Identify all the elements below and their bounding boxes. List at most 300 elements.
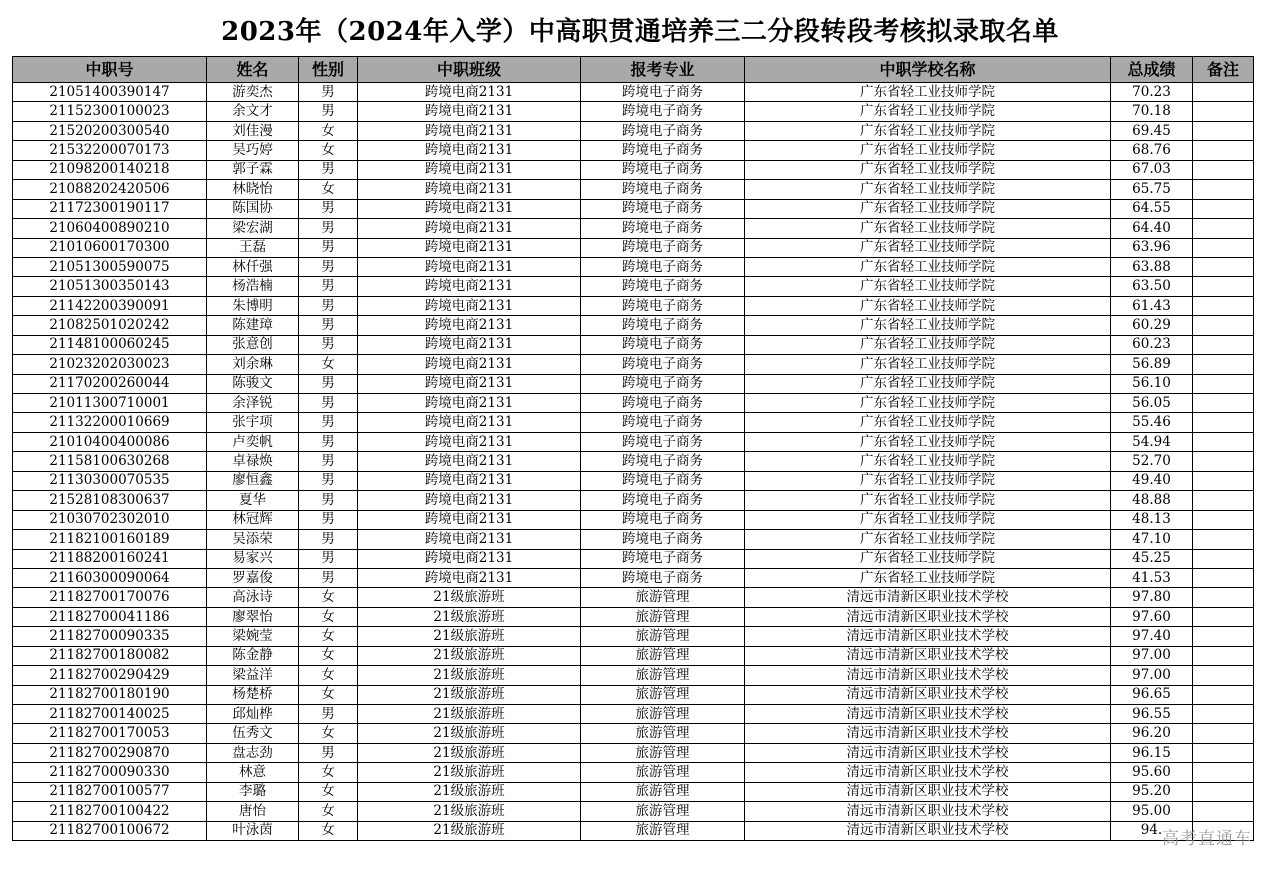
- cell-major: 跨境电子商务: [581, 374, 745, 393]
- cell-school: 清远市清新区职业技术学校: [745, 627, 1111, 646]
- table-row: [13, 666, 1254, 685]
- cell-school: 广东省轻工业技师学院: [745, 238, 1111, 257]
- cell-class: 跨境电商2131: [358, 549, 581, 568]
- cell-class: 21级旅游班: [358, 588, 581, 607]
- cell-student-id: 21182700100672: [13, 821, 207, 840]
- cell-major: 跨境电子商务: [581, 316, 745, 335]
- cell-remarks: [1193, 627, 1254, 646]
- cell-major: 跨境电子商务: [581, 257, 745, 276]
- cell-school: 广东省轻工业技师学院: [745, 121, 1111, 140]
- cell-school: 广东省轻工业技师学院: [745, 316, 1111, 335]
- cell-name: 杨浩楠: [207, 277, 299, 296]
- table-row: [13, 141, 1254, 160]
- table-row: [13, 588, 1254, 607]
- cell-remarks: [1193, 257, 1254, 276]
- cell-student-id: 21160300090064: [13, 568, 207, 587]
- cell-total-score: 41.53: [1111, 568, 1193, 587]
- cell-name: 余泽锐: [207, 394, 299, 413]
- cell-student-id: 21182700090335: [13, 627, 207, 646]
- table-row: [13, 413, 1254, 432]
- cell-remarks: [1193, 219, 1254, 238]
- cell-class: 21级旅游班: [358, 763, 581, 782]
- table-row: [13, 355, 1254, 374]
- cell-school: 广东省轻工业技师学院: [745, 549, 1111, 568]
- cell-class: 21级旅游班: [358, 743, 581, 762]
- cell-class: 跨境电商2131: [358, 180, 581, 199]
- cell-student-id: 21060400890210: [13, 219, 207, 238]
- cell-total-score: 60.29: [1111, 316, 1193, 335]
- header-major: 报考专业: [581, 57, 745, 83]
- cell-student-id: 21051400390147: [13, 83, 207, 102]
- cell-total-score: 64.55: [1111, 199, 1193, 218]
- cell-major: 跨境电子商务: [581, 121, 745, 140]
- cell-remarks: [1193, 471, 1254, 490]
- cell-name: 林意: [207, 763, 299, 782]
- cell-name: 杨楚桥: [207, 685, 299, 704]
- cell-school: 清远市清新区职业技术学校: [745, 685, 1111, 704]
- cell-major: 跨境电子商务: [581, 141, 745, 160]
- cell-student-id: 21182700180082: [13, 646, 207, 665]
- cell-name: 郭子霖: [207, 160, 299, 179]
- cell-gender: 男: [299, 83, 358, 102]
- cell-remarks: [1193, 491, 1254, 510]
- cell-school: 广东省轻工业技师学院: [745, 257, 1111, 276]
- cell-name: 刘余琳: [207, 355, 299, 374]
- cell-total-score: 45.25: [1111, 549, 1193, 568]
- cell-student-id: 21182700290870: [13, 743, 207, 762]
- cell-total-score: 96.65: [1111, 685, 1193, 704]
- cell-student-id: 21142200390091: [13, 296, 207, 315]
- cell-name: 余文才: [207, 102, 299, 121]
- table-row: [13, 219, 1254, 238]
- cell-school: 清远市清新区职业技术学校: [745, 724, 1111, 743]
- cell-school: 广东省轻工业技师学院: [745, 374, 1111, 393]
- cell-major: 跨境电子商务: [581, 238, 745, 257]
- cell-school: 清远市清新区职业技术学校: [745, 646, 1111, 665]
- table-row: [13, 763, 1254, 782]
- cell-total-score: 56.89: [1111, 355, 1193, 374]
- cell-class: 跨境电商2131: [358, 296, 581, 315]
- cell-gender: 男: [299, 530, 358, 549]
- cell-major: 旅游管理: [581, 724, 745, 743]
- cell-gender: 男: [299, 705, 358, 724]
- cell-class: 21级旅游班: [358, 627, 581, 646]
- table-row: [13, 335, 1254, 354]
- cell-remarks: [1193, 121, 1254, 140]
- table-row: [13, 627, 1254, 646]
- cell-class: 跨境电商2131: [358, 491, 581, 510]
- table-row: [13, 296, 1254, 315]
- cell-class: 21级旅游班: [358, 782, 581, 801]
- cell-school: 清远市清新区职业技术学校: [745, 588, 1111, 607]
- cell-class: 21级旅游班: [358, 685, 581, 704]
- cell-remarks: [1193, 374, 1254, 393]
- cell-total-score: 56.10: [1111, 374, 1193, 393]
- cell-school: 清远市清新区职业技术学校: [745, 607, 1111, 626]
- cell-name: 陈国协: [207, 199, 299, 218]
- cell-school: 广东省轻工业技师学院: [745, 180, 1111, 199]
- table-row: [13, 510, 1254, 529]
- cell-student-id: 21148100060245: [13, 335, 207, 354]
- cell-total-score: 95.60: [1111, 763, 1193, 782]
- cell-major: 旅游管理: [581, 802, 745, 821]
- table-row: [13, 743, 1254, 762]
- cell-class: 跨境电商2131: [358, 102, 581, 121]
- table-row: [13, 160, 1254, 179]
- cell-class: 跨境电商2131: [358, 335, 581, 354]
- cell-total-score: 97.00: [1111, 666, 1193, 685]
- cell-school: 清远市清新区职业技术学校: [745, 802, 1111, 821]
- cell-name: 朱博明: [207, 296, 299, 315]
- cell-remarks: [1193, 413, 1254, 432]
- cell-remarks: [1193, 685, 1254, 704]
- cell-remarks: [1193, 549, 1254, 568]
- cell-major: 跨境电子商务: [581, 471, 745, 490]
- cell-gender: 女: [299, 141, 358, 160]
- cell-gender: 男: [299, 743, 358, 762]
- cell-remarks: [1193, 335, 1254, 354]
- cell-school: 清远市清新区职业技术学校: [745, 821, 1111, 840]
- table-row: [13, 471, 1254, 490]
- cell-gender: 女: [299, 588, 358, 607]
- cell-remarks: [1193, 510, 1254, 529]
- cell-gender: 女: [299, 355, 358, 374]
- cell-total-score: 48.88: [1111, 491, 1193, 510]
- cell-major: 跨境电子商务: [581, 452, 745, 471]
- header-school: 中职学校名称: [745, 57, 1111, 83]
- cell-total-score: 96.55: [1111, 705, 1193, 724]
- cell-total-score: 56.05: [1111, 394, 1193, 413]
- cell-class: 跨境电商2131: [358, 316, 581, 335]
- table-row: [13, 102, 1254, 121]
- cell-total-score: 96.15: [1111, 743, 1193, 762]
- cell-name: 梁益洋: [207, 666, 299, 685]
- cell-name: 罗嘉俊: [207, 568, 299, 587]
- cell-remarks: [1193, 277, 1254, 296]
- cell-school: 清远市清新区职业技术学校: [745, 666, 1111, 685]
- cell-gender: 男: [299, 335, 358, 354]
- cell-school: 广东省轻工业技师学院: [745, 335, 1111, 354]
- cell-school: 清远市清新区职业技术学校: [745, 763, 1111, 782]
- table-row: [13, 782, 1254, 801]
- cell-gender: 男: [299, 374, 358, 393]
- cell-student-id: 21051300590075: [13, 257, 207, 276]
- table-row: [13, 491, 1254, 510]
- cell-gender: 女: [299, 821, 358, 840]
- cell-class: 21级旅游班: [358, 646, 581, 665]
- cell-class: 跨境电商2131: [358, 83, 581, 102]
- cell-class: 跨境电商2131: [358, 355, 581, 374]
- cell-remarks: [1193, 316, 1254, 335]
- cell-total-score: 97.80: [1111, 588, 1193, 607]
- cell-gender: 男: [299, 238, 358, 257]
- cell-student-id: 21182100160189: [13, 530, 207, 549]
- cell-total-score: 47.10: [1111, 530, 1193, 549]
- cell-gender: 男: [299, 296, 358, 315]
- table-header-row: [13, 57, 1254, 83]
- cell-class: 跨境电商2131: [358, 257, 581, 276]
- table-row: [13, 549, 1254, 568]
- cell-total-score: 96.20: [1111, 724, 1193, 743]
- cell-major: 跨境电子商务: [581, 530, 745, 549]
- cell-name: 廖翠怡: [207, 607, 299, 626]
- cell-remarks: [1193, 238, 1254, 257]
- cell-major: 跨境电子商务: [581, 355, 745, 374]
- cell-school: 广东省轻工业技师学院: [745, 219, 1111, 238]
- cell-name: 梁宏湖: [207, 219, 299, 238]
- cell-class: 跨境电商2131: [358, 394, 581, 413]
- cell-total-score: 49.40: [1111, 471, 1193, 490]
- cell-name: 盘志劲: [207, 743, 299, 762]
- cell-remarks: [1193, 568, 1254, 587]
- cell-gender: 女: [299, 627, 358, 646]
- cell-remarks: [1193, 141, 1254, 160]
- cell-name: 刘佳漫: [207, 121, 299, 140]
- cell-class: 跨境电商2131: [358, 568, 581, 587]
- cell-major: 跨境电子商务: [581, 568, 745, 587]
- header-total-score: 总成绩: [1111, 57, 1193, 83]
- cell-school: 广东省轻工业技师学院: [745, 277, 1111, 296]
- cell-school: 广东省轻工业技师学院: [745, 491, 1111, 510]
- cell-major: 旅游管理: [581, 646, 745, 665]
- cell-class: 跨境电商2131: [358, 219, 581, 238]
- cell-student-id: 21182700100422: [13, 802, 207, 821]
- cell-student-id: 21182700090330: [13, 763, 207, 782]
- header-gender: 性别: [299, 57, 358, 83]
- cell-student-id: 21182700100577: [13, 782, 207, 801]
- cell-school: 清远市清新区职业技术学校: [745, 782, 1111, 801]
- cell-gender: 男: [299, 316, 358, 335]
- table-row: [13, 802, 1254, 821]
- cell-gender: 男: [299, 257, 358, 276]
- cell-total-score: 70.18: [1111, 102, 1193, 121]
- cell-name: 林仟强: [207, 257, 299, 276]
- cell-gender: 女: [299, 180, 358, 199]
- cell-class: 21级旅游班: [358, 666, 581, 685]
- table-row: [13, 374, 1254, 393]
- cell-gender: 男: [299, 394, 358, 413]
- cell-major: 跨境电子商务: [581, 413, 745, 432]
- cell-total-score: 97.40: [1111, 627, 1193, 646]
- cell-major: 旅游管理: [581, 821, 745, 840]
- cell-gender: 女: [299, 763, 358, 782]
- cell-school: 广东省轻工业技师学院: [745, 510, 1111, 529]
- cell-remarks: [1193, 588, 1254, 607]
- cell-remarks: [1193, 83, 1254, 102]
- cell-class: 跨境电商2131: [358, 121, 581, 140]
- cell-student-id: 21532200070173: [13, 141, 207, 160]
- cell-major: 旅游管理: [581, 763, 745, 782]
- table-row: [13, 705, 1254, 724]
- cell-total-score: 67.03: [1111, 160, 1193, 179]
- cell-total-score: 94.: [1111, 821, 1193, 840]
- cell-school: 广东省轻工业技师学院: [745, 355, 1111, 374]
- cell-major: 跨境电子商务: [581, 160, 745, 179]
- table-row: [13, 257, 1254, 276]
- table-row: [13, 199, 1254, 218]
- cell-total-score: 48.13: [1111, 510, 1193, 529]
- cell-name: 夏华: [207, 491, 299, 510]
- cell-total-score: 64.40: [1111, 219, 1193, 238]
- cell-remarks: [1193, 160, 1254, 179]
- cell-gender: 女: [299, 666, 358, 685]
- cell-remarks: [1193, 199, 1254, 218]
- cell-name: 林冠辉: [207, 510, 299, 529]
- cell-class: 跨境电商2131: [358, 160, 581, 179]
- cell-gender: 女: [299, 607, 358, 626]
- cell-gender: 男: [299, 471, 358, 490]
- cell-remarks: [1193, 666, 1254, 685]
- cell-remarks: [1193, 763, 1254, 782]
- cell-name: 廖恒鑫: [207, 471, 299, 490]
- table-body: [13, 83, 1254, 841]
- cell-major: 旅游管理: [581, 782, 745, 801]
- header-student-id: 中职号: [13, 57, 207, 83]
- table-row: [13, 685, 1254, 704]
- cell-major: 跨境电子商务: [581, 296, 745, 315]
- cell-major: 跨境电子商务: [581, 219, 745, 238]
- cell-major: 跨境电子商务: [581, 83, 745, 102]
- cell-class: 跨境电商2131: [358, 530, 581, 549]
- cell-gender: 女: [299, 724, 358, 743]
- cell-student-id: 21182700041186: [13, 607, 207, 626]
- cell-major: 旅游管理: [581, 666, 745, 685]
- table-row: [13, 277, 1254, 296]
- cell-total-score: 70.23: [1111, 83, 1193, 102]
- cell-school: 清远市清新区职业技术学校: [745, 705, 1111, 724]
- cell-school: 广东省轻工业技师学院: [745, 471, 1111, 490]
- cell-gender: 女: [299, 646, 358, 665]
- cell-major: 旅游管理: [581, 588, 745, 607]
- cell-student-id: 21030702302010: [13, 510, 207, 529]
- cell-name: 陈金静: [207, 646, 299, 665]
- table-row: [13, 238, 1254, 257]
- cell-major: 跨境电子商务: [581, 394, 745, 413]
- cell-remarks: [1193, 743, 1254, 762]
- cell-gender: 男: [299, 568, 358, 587]
- cell-student-id: 21132200010669: [13, 413, 207, 432]
- table-row: [13, 432, 1254, 451]
- cell-student-id: 21011300710001: [13, 394, 207, 413]
- cell-gender: 男: [299, 549, 358, 568]
- cell-total-score: 63.50: [1111, 277, 1193, 296]
- cell-student-id: 21182700170076: [13, 588, 207, 607]
- cell-major: 旅游管理: [581, 607, 745, 626]
- cell-total-score: 97.00: [1111, 646, 1193, 665]
- cell-name: 卓禄焕: [207, 452, 299, 471]
- cell-student-id: 21051300350143: [13, 277, 207, 296]
- cell-remarks: [1193, 452, 1254, 471]
- table-row: [13, 121, 1254, 140]
- cell-remarks: [1193, 102, 1254, 121]
- cell-name: 陈建璋: [207, 316, 299, 335]
- cell-class: 跨境电商2131: [358, 238, 581, 257]
- table-row: [13, 646, 1254, 665]
- cell-class: 跨境电商2131: [358, 452, 581, 471]
- cell-total-score: 63.88: [1111, 257, 1193, 276]
- cell-total-score: 63.96: [1111, 238, 1193, 257]
- cell-name: 卢奕帆: [207, 432, 299, 451]
- cell-name: 王磊: [207, 238, 299, 257]
- cell-total-score: 60.23: [1111, 335, 1193, 354]
- cell-name: 易家兴: [207, 549, 299, 568]
- cell-school: 广东省轻工业技师学院: [745, 568, 1111, 587]
- cell-student-id: 21023202030023: [13, 355, 207, 374]
- admission-table: [12, 56, 1254, 841]
- cell-school: 广东省轻工业技师学院: [745, 413, 1111, 432]
- table-row: [13, 452, 1254, 471]
- cell-name: 张意创: [207, 335, 299, 354]
- cell-major: 跨境电子商务: [581, 277, 745, 296]
- cell-remarks: [1193, 724, 1254, 743]
- cell-major: 跨境电子商务: [581, 335, 745, 354]
- cell-remarks: [1193, 394, 1254, 413]
- cell-major: 跨境电子商务: [581, 549, 745, 568]
- cell-total-score: 97.60: [1111, 607, 1193, 626]
- cell-gender: 男: [299, 452, 358, 471]
- cell-gender: 男: [299, 491, 358, 510]
- cell-class: 跨境电商2131: [358, 199, 581, 218]
- cell-student-id: 21010400400086: [13, 432, 207, 451]
- watermark: 高考直通车: [1162, 829, 1252, 849]
- cell-total-score: 55.46: [1111, 413, 1193, 432]
- cell-remarks: [1193, 646, 1254, 665]
- header-name: 姓名: [207, 57, 299, 83]
- cell-class: 21级旅游班: [358, 724, 581, 743]
- cell-student-id: 21088202420506: [13, 180, 207, 199]
- cell-major: 跨境电子商务: [581, 510, 745, 529]
- cell-gender: 男: [299, 199, 358, 218]
- cell-school: 广东省轻工业技师学院: [745, 141, 1111, 160]
- cell-gender: 男: [299, 219, 358, 238]
- cell-gender: 男: [299, 510, 358, 529]
- cell-student-id: 21172300190117: [13, 199, 207, 218]
- cell-school: 广东省轻工业技师学院: [745, 530, 1111, 549]
- cell-remarks: [1193, 530, 1254, 549]
- cell-gender: 男: [299, 160, 358, 179]
- table-row: [13, 394, 1254, 413]
- page-title: 2023年（2024年入学）中高职贯通培养三二分段转段考核拟录取名单: [221, 17, 1059, 47]
- cell-student-id: 21182700170053: [13, 724, 207, 743]
- table-row: [13, 821, 1254, 840]
- cell-major: 跨境电子商务: [581, 180, 745, 199]
- cell-school: 广东省轻工业技师学院: [745, 394, 1111, 413]
- cell-total-score: 95.00: [1111, 802, 1193, 821]
- cell-name: 高泳诗: [207, 588, 299, 607]
- cell-remarks: [1193, 180, 1254, 199]
- cell-total-score: 69.45: [1111, 121, 1193, 140]
- cell-class: 21级旅游班: [358, 802, 581, 821]
- cell-gender: 女: [299, 802, 358, 821]
- header-class: 中职班级: [358, 57, 581, 83]
- cell-gender: 男: [299, 413, 358, 432]
- cell-major: 跨境电子商务: [581, 432, 745, 451]
- cell-name: 吴添荣: [207, 530, 299, 549]
- cell-total-score: 95.20: [1111, 782, 1193, 801]
- cell-class: 跨境电商2131: [358, 374, 581, 393]
- cell-total-score: 61.43: [1111, 296, 1193, 315]
- cell-major: 旅游管理: [581, 743, 745, 762]
- cell-name: 吴巧婷: [207, 141, 299, 160]
- cell-gender: 男: [299, 277, 358, 296]
- cell-remarks: [1193, 296, 1254, 315]
- table-row: [13, 530, 1254, 549]
- cell-student-id: 21082501020242: [13, 316, 207, 335]
- cell-school: 广东省轻工业技师学院: [745, 199, 1111, 218]
- cell-total-score: 54.94: [1111, 432, 1193, 451]
- cell-name: 李璐: [207, 782, 299, 801]
- cell-student-id: 21182700290429: [13, 666, 207, 685]
